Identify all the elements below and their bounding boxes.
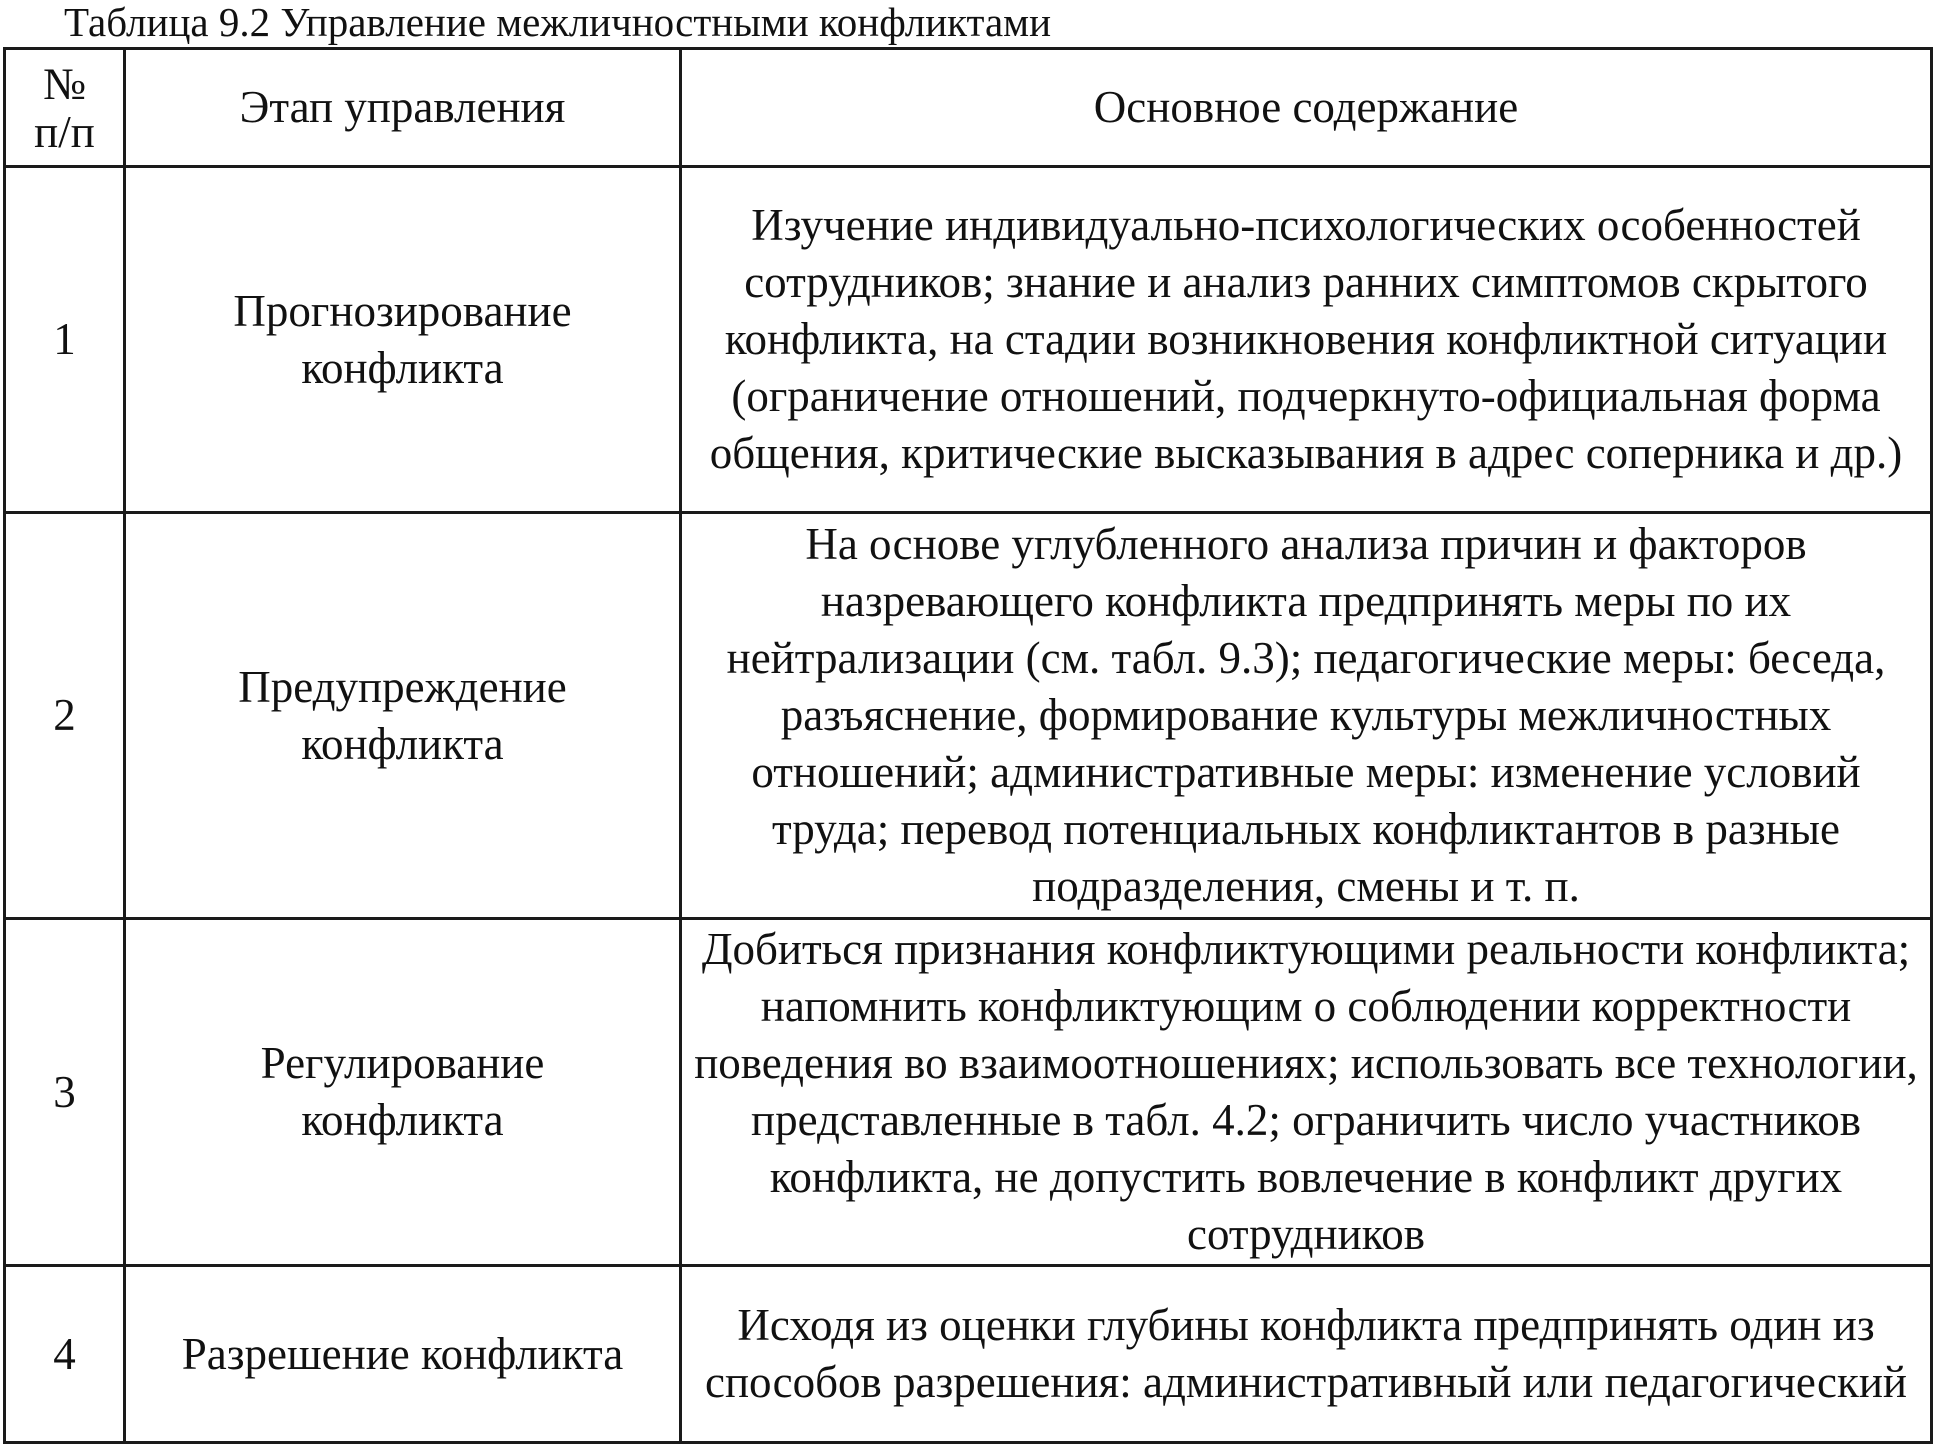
row-number: 4 <box>5 1266 125 1443</box>
header-content: Основное содержание <box>681 49 1932 167</box>
row-stage-text: Предупреждение конфликта <box>238 661 567 769</box>
row-stage <box>125 919 681 1266</box>
table-row <box>5 167 1932 513</box>
header-number-symbol: № <box>43 58 86 109</box>
row-number: 1 <box>5 167 125 513</box>
row-stage: Разрешение конфликта <box>125 1266 681 1443</box>
row-stage <box>125 513 681 919</box>
header-number-abbr: п/п <box>34 106 95 157</box>
table-row <box>5 919 1932 1266</box>
table-header-row <box>5 49 1932 167</box>
row-content: Изучение индивидуально-психологических особенностей сотрудников; знание и анализ ранних симптомов скрытого конфликта, на стадии возникновения конфликтной ситуации (ограничение отношений, подчеркнуто-официальная форма общения, критические высказывания в адрес соперника и др.) <box>681 167 1932 513</box>
header-stage: Этап управления <box>125 49 681 167</box>
row-content: Исходя из оценки глубины конфликта предпринять один из способов разрешения: административный или педагогический <box>681 1266 1932 1443</box>
row-number: 2 <box>5 513 125 919</box>
row-stage-text: Прогнозирование конфликта <box>233 285 572 393</box>
table-row <box>5 1266 1932 1443</box>
table-caption: Таблица 9.2 Управление межличностными конфликтами <box>64 0 1052 45</box>
row-content: На основе углубленного анализа причин и факторов назревающего конфликта предпринять меры по их нейтрализации (см. табл. 9.3); педагогические меры: беседа, разъяснение, формирование культуры межличностных отношений; административные меры: изменение условий труда; перевод потенциальных конфликтантов в разные подразделения, смены и т. п. <box>681 513 1932 919</box>
row-content: Добиться признания конфликтующими реальности конфликта; напомнить конфликтующим о соблюдении корректности поведения во взаимоотношениях; использовать все технологии, представленные в табл. 4.2; ограничить число участников конфликта, не допустить вовлечение в конфликт других сотрудников <box>681 919 1932 1266</box>
table-row <box>5 513 1932 919</box>
row-stage <box>125 167 681 513</box>
row-number: 3 <box>5 919 125 1266</box>
header-number <box>5 49 125 167</box>
conflict-management-table <box>3 47 1933 1444</box>
row-stage-text: Регулирование конфликта <box>260 1038 545 1145</box>
